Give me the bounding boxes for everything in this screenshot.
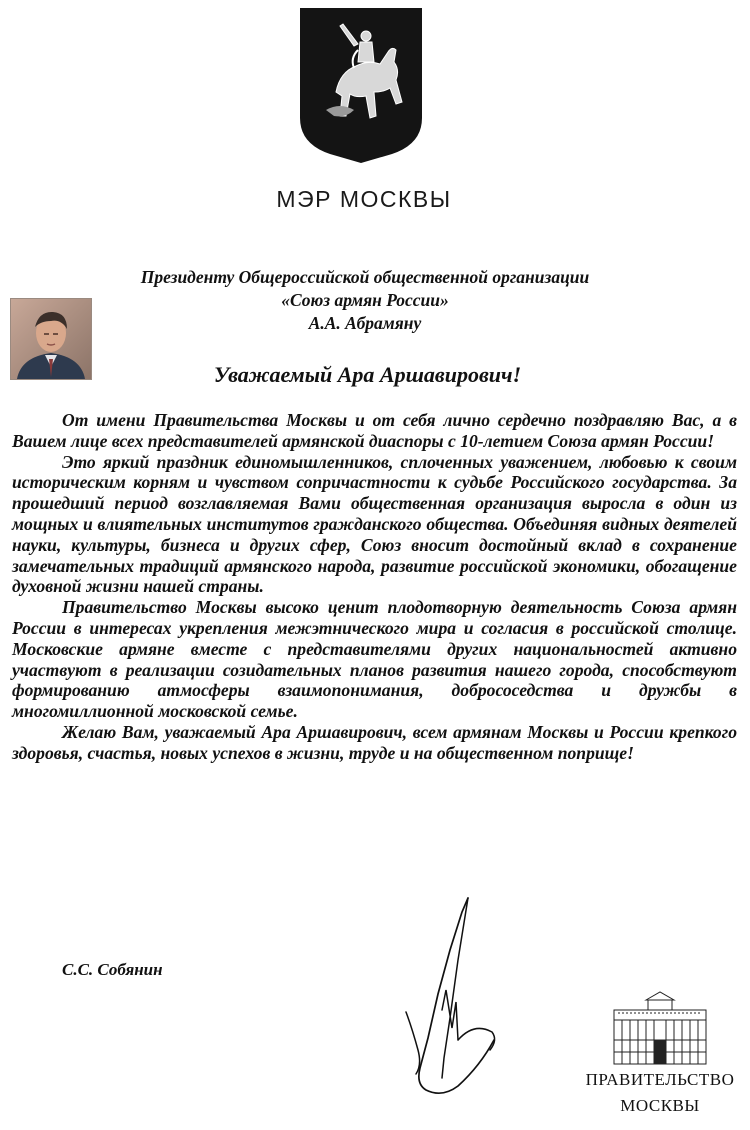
addressee-line-2: «Союз армян России» — [281, 290, 449, 310]
government-building-icon — [612, 990, 708, 1066]
mayor-title: МЭР МОСКВЫ — [276, 186, 452, 212]
paragraph-3: Правительство Москвы высоко ценит плодотворную деятельность Союза армян России в интересах укрепления межэтнического мира и согласия в российской столице. Московские армяне вместе с представителями других национальностей активно участвуют в реализации созидательных планов развития нашего города, способствуют формированию атмосферы взаимопонимания, добрососедства и дружбы в многомиллионной московской семье. — [12, 597, 737, 722]
moscow-coat-of-arms-icon — [296, 6, 426, 164]
paragraph-1: От имени Правительства Москвы и от себя лично сердечно поздравляю Вас, а в Вашем лице всех представителей армянской диаспоры с 10-летием Союза армян России! — [12, 410, 737, 451]
government-logo-line-2: МОСКВЫ — [620, 1096, 700, 1115]
addressee-line-1: Президенту Общероссийской общественной организации — [140, 267, 590, 287]
addressee-line-3: А.А. Абрамяну — [308, 313, 422, 333]
addressee-block — [60, 266, 670, 335]
salutation: Уважаемый Ара Аршавирович! — [213, 362, 522, 387]
letter-body — [12, 410, 737, 764]
handwritten-signature — [398, 890, 508, 1105]
paragraph-2: Это яркий праздник единомышленников, сплоченных уважением, любовью к своим историческим корням и чувством сопричастности к судьбе Российского государства. За прошедший период возглавляемая Вами общественная организация выросла в один из мощных и влиятельных институтов гражданского общества. Объединяя видных деятелей науки, культуры, бизнеса и других сфер, Союз вносит достойный вклад в сохранение замечательных традиций армянского народа, развитие российской экономики, обогащение духовной жизни нашей страны. — [12, 451, 737, 597]
government-logo-line-1: ПРАВИТЕЛЬСТВО — [585, 1070, 735, 1089]
signer-name: С.С. Собянин — [62, 960, 163, 979]
paragraph-4: Желаю Вам, уважаемый Ара Аршавирович, всем армянам Москвы и России крепкого здоровья, счастья, новых успехов в жизни, труде и на общественном поприще! — [12, 721, 737, 763]
